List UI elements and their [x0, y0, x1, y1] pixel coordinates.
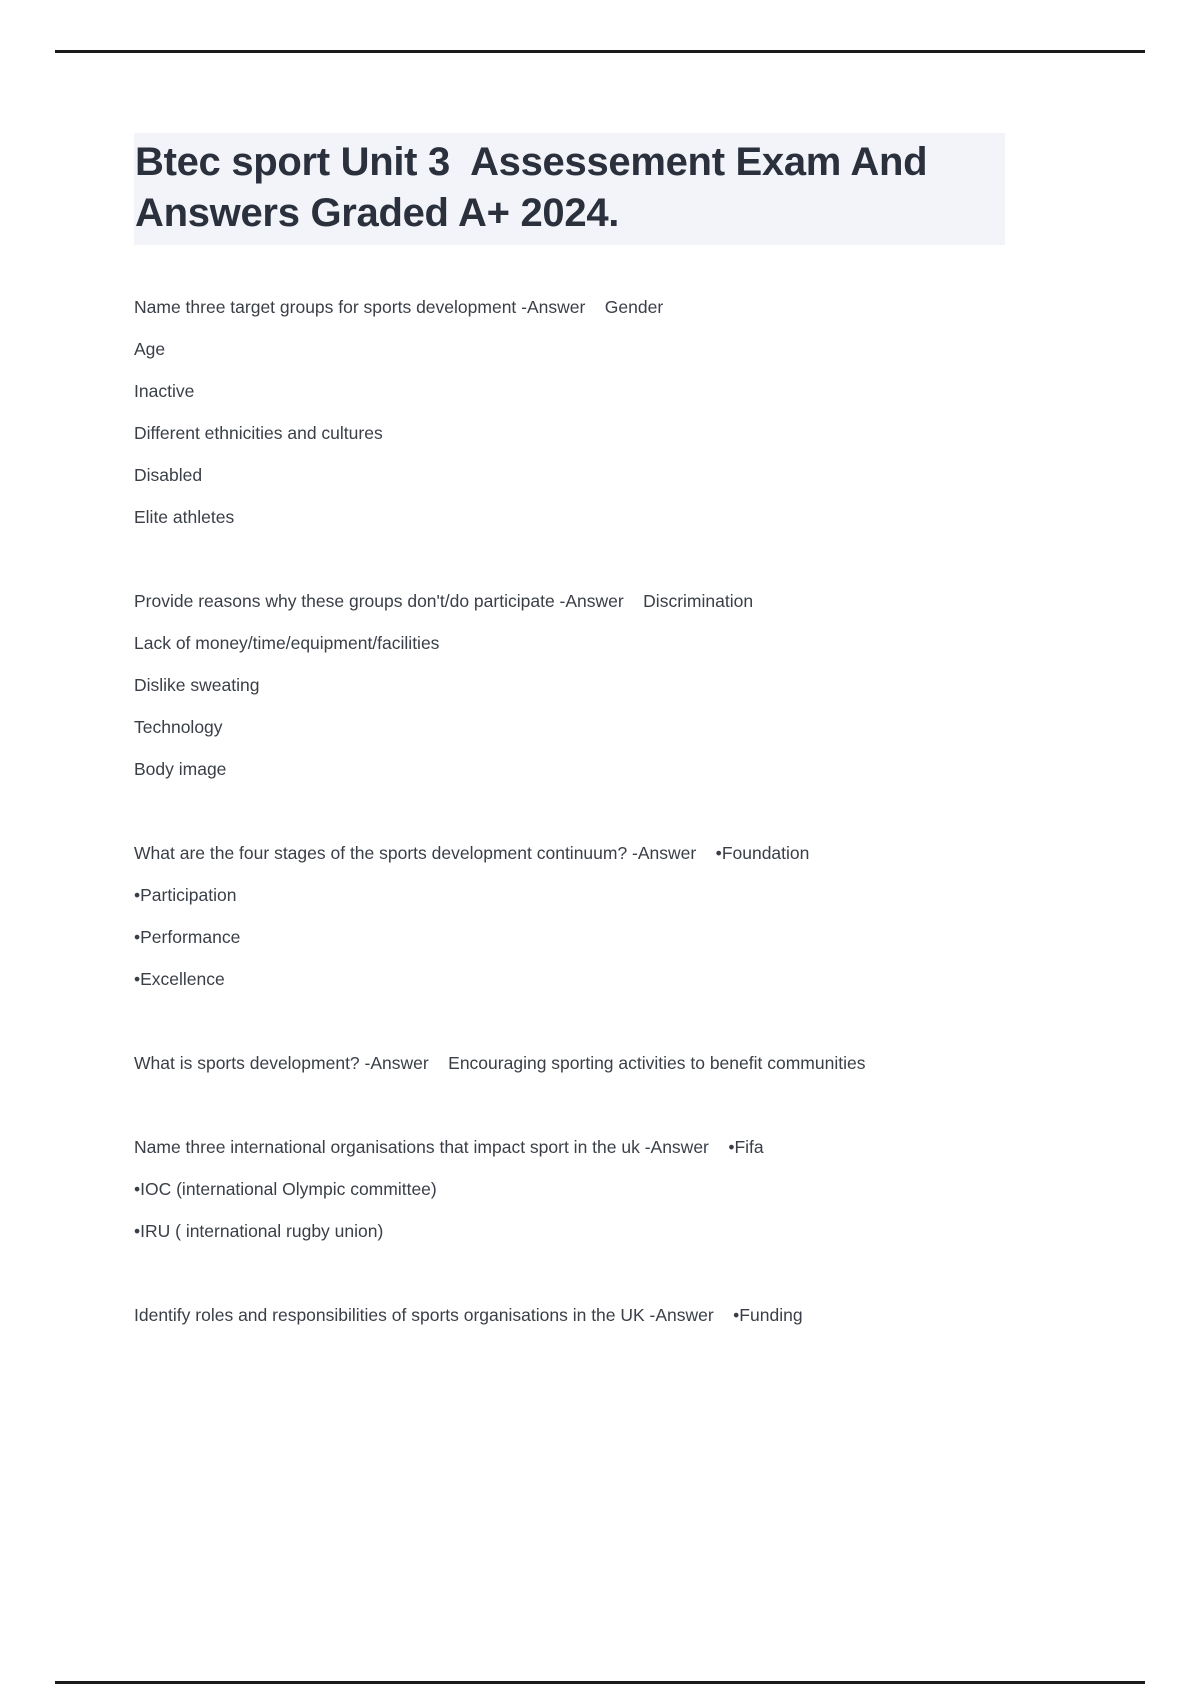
- body-line: •Participation: [134, 885, 237, 906]
- body-line-spacer: [134, 1252, 1074, 1294]
- body-line: What are the four stages of the sports development continuum? -Answer •Foundation: [134, 843, 810, 864]
- page-title: Btec sport Unit 3 Assessement Exam And Answers Graded A+ 2024.: [135, 140, 937, 236]
- footer-rule: [55, 1681, 1145, 1684]
- document-title-block: [134, 133, 1005, 245]
- body-line: Elite athletes: [134, 507, 235, 528]
- body-line: Dislike sweating: [134, 675, 260, 696]
- body-line: Name three international organisations that impact sport in the uk -Answer •Fifa: [134, 1137, 764, 1158]
- body-line: Lack of money/time/equipment/facilities: [134, 633, 440, 654]
- body-line: Technology: [134, 717, 223, 738]
- body-line: Inactive: [134, 381, 195, 402]
- document-body: [134, 286, 1074, 1336]
- body-line: Name three target groups for sports development -Answer Gender: [134, 297, 664, 318]
- body-line-spacer: [134, 1000, 1074, 1042]
- body-line: Different ethnicities and cultures: [134, 423, 383, 444]
- body-line: Age: [134, 339, 166, 360]
- body-line-spacer: [134, 1084, 1074, 1126]
- body-line: What is sports development? -Answer Encouraging sporting activities to benefit communities: [134, 1053, 866, 1074]
- body-line: •IRU ( international rugby union): [134, 1221, 384, 1242]
- body-line: •Performance: [134, 927, 241, 948]
- body-line-spacer: [134, 538, 1074, 580]
- body-line-spacer: [134, 790, 1074, 832]
- body-line: •IOC (international Olympic committee): [134, 1179, 437, 1200]
- body-line: Identify roles and responsibilities of sports organisations in the UK -Answer •Funding: [134, 1305, 803, 1326]
- body-line: Body image: [134, 759, 227, 780]
- body-line: Provide reasons why these groups don't/do participate -Answer Discrimination: [134, 591, 754, 612]
- body-line: Disabled: [134, 465, 203, 486]
- document-content: [134, 133, 1074, 1336]
- body-line: •Excellence: [134, 969, 225, 990]
- header-rule: [55, 50, 1145, 53]
